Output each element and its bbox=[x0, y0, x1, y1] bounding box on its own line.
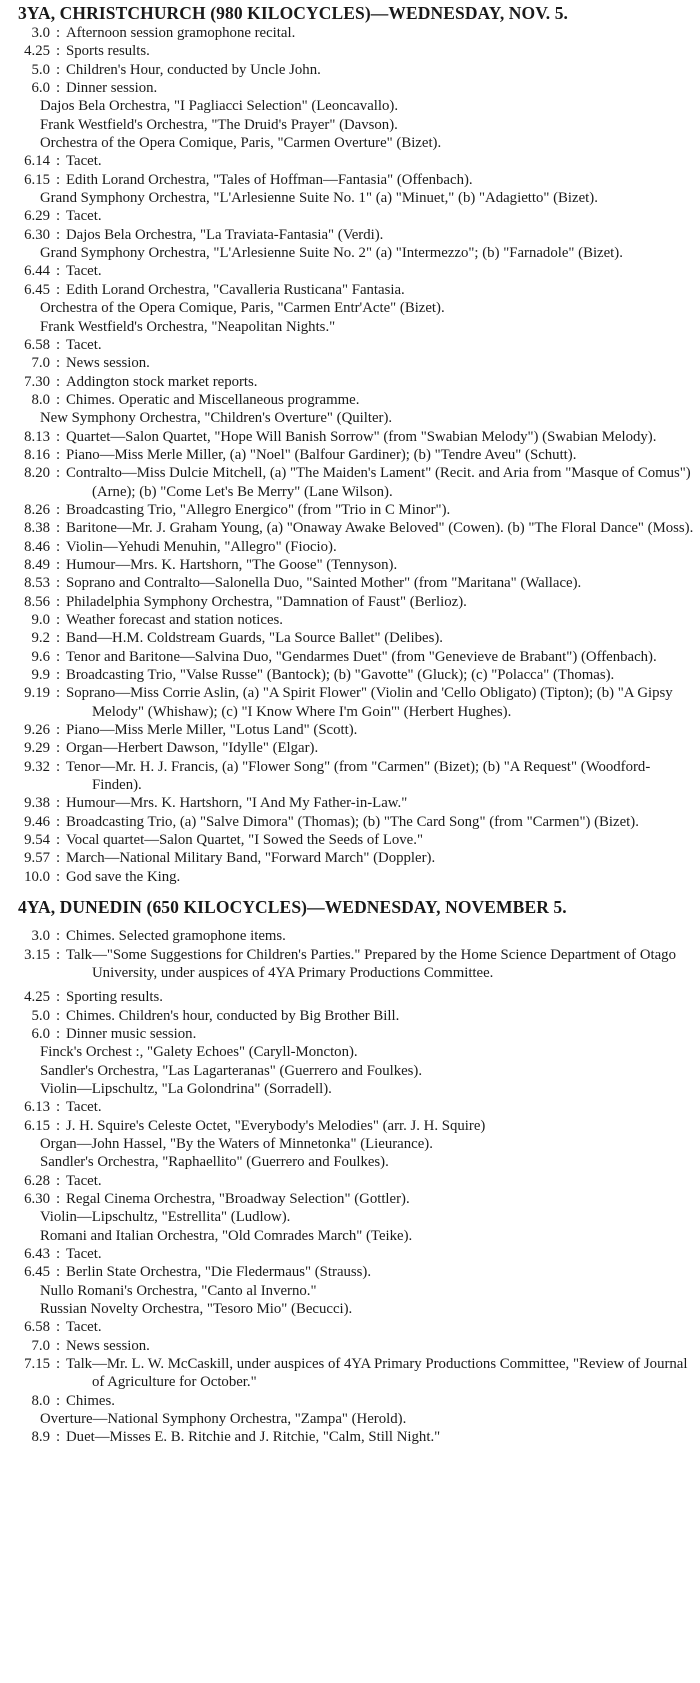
time-separator: : bbox=[55, 446, 61, 463]
entry-body bbox=[66, 354, 698, 372]
time-separator: : bbox=[55, 61, 61, 78]
entry-line: Tenor and Baritone—Salvina Duo, "Gendarmes Duet" (from "Genevieve de Brabant") (Offenbach). bbox=[66, 648, 657, 665]
time-separator: : bbox=[55, 685, 61, 702]
entry-time: 6.30 bbox=[24, 226, 50, 243]
entry-body bbox=[66, 556, 698, 574]
entry-line: Piano—Miss Merle Miller, (a) "Noel" (Balfour Gardiner); (b) "Tendre Aveu" (Schutt). bbox=[66, 446, 577, 463]
station-section bbox=[4, 2, 698, 886]
entry-body bbox=[66, 519, 698, 537]
entry-body bbox=[66, 593, 698, 611]
entry-time: 4.25 bbox=[24, 43, 50, 60]
entry-line: Afternoon session gramophone recital. bbox=[66, 25, 296, 41]
entry-time: 9.38 bbox=[24, 795, 50, 812]
time-separator: : bbox=[55, 648, 61, 665]
program-entry bbox=[4, 684, 698, 721]
entry-time: 8.46 bbox=[24, 538, 50, 555]
entry-time: 6.0 bbox=[31, 1025, 50, 1042]
entry-time: 9.32 bbox=[24, 758, 50, 775]
program-entry bbox=[4, 574, 698, 592]
entry-line: Band—H.M. Coldstream Guards, "La Source Ballet" (Delibes). bbox=[66, 630, 443, 647]
entry-body bbox=[66, 152, 698, 170]
entry-line: Romani and Italian Orchestra, "Old Comrades March" (Teike). bbox=[40, 1227, 413, 1244]
entry-line: Edith Lorand Orchestra, "Cavalleria Rusticana" Fantasia. bbox=[66, 281, 405, 298]
entry-line: Frank Westfield's Orchestra, "Neapolitan Nights." bbox=[40, 318, 336, 335]
entry-line: Humour—Mrs. K. Hartshorn, "The Goose" (Tennyson). bbox=[66, 556, 398, 573]
entry-line: Broadcasting Trio, "Valse Russe" (Bantock); (b) "Gavotte" (Gluck); (c) "Polacca" (Thomas). bbox=[66, 667, 615, 684]
program-entry bbox=[4, 849, 698, 867]
entry-line: Broadcasting Trio, "Allegro Energico" (from "Trio in C Minor"). bbox=[66, 501, 451, 518]
time-separator: : bbox=[55, 575, 61, 592]
time-separator: : bbox=[55, 25, 61, 41]
program-entry bbox=[4, 1098, 698, 1116]
entry-body bbox=[40, 171, 698, 208]
program-entry bbox=[4, 1025, 698, 1098]
entry-line: Dinner session. bbox=[66, 80, 158, 97]
station-section bbox=[4, 896, 698, 1447]
time-separator: : bbox=[55, 1337, 61, 1354]
entry-line: Sandler's Orchestra, "Las Lagarteranas" (Guerrero and Foulkes). bbox=[40, 1062, 423, 1079]
entry-body bbox=[66, 648, 698, 666]
entry-line: Soprano—Miss Corrie Aslin, (a) "A Spirit Flower" (Violin and 'Cello Obligato) (Tipton); (b) "A Gipsy Melody" (Whishaw); (c) "I Know Where I'm Goin'" (Herbert Hughes). bbox=[66, 685, 673, 720]
entry-line: Tacet. bbox=[66, 1172, 102, 1189]
entry-time: 6.58 bbox=[24, 336, 50, 353]
entry-line: Tenor—Mr. H. J. Francis, (a) "Flower Song" (from "Carmen" (Bizet); (b) "A Request" (Woodford-Finden). bbox=[66, 758, 651, 794]
entry-time: 7.0 bbox=[31, 355, 50, 372]
entry-line: God save the King. bbox=[66, 868, 181, 885]
entry-time: 9.29 bbox=[24, 740, 50, 757]
entry-line: Chimes. Children's hour, conducted by Big Brother Bill. bbox=[66, 1007, 400, 1024]
entry-body bbox=[66, 1318, 698, 1336]
entry-time: 9.19 bbox=[24, 685, 50, 702]
program-entry bbox=[4, 927, 698, 945]
entry-line: Quartet—Salon Quartet, "Hope Will Banish Sorrow" (from "Swabian Melody") (Swabian Melody). bbox=[66, 428, 657, 445]
entry-body bbox=[66, 927, 698, 945]
entry-body bbox=[66, 988, 698, 1006]
time-separator: : bbox=[55, 1429, 61, 1446]
program-entry bbox=[4, 1190, 698, 1245]
program-entry bbox=[4, 1337, 698, 1355]
entry-line: Philadelphia Symphony Orchestra, "Damnation of Faust" (Berlioz). bbox=[66, 593, 467, 610]
entry-line: Grand Symphony Orchestra, "L'Arlesienne Suite No. 2" (a) "Intermezzo"; (b) "Farnadole" (Bizet). bbox=[40, 245, 623, 262]
entry-time: 6.28 bbox=[24, 1172, 50, 1189]
entry-line: Soprano and Contralto—Salonella Duo, "Sainted Mother" (from "Maritana" (Wallace). bbox=[66, 575, 582, 592]
entry-time: 9.26 bbox=[24, 722, 50, 739]
program-entry bbox=[4, 1263, 698, 1318]
program-entry bbox=[4, 61, 698, 79]
entry-time: 6.14 bbox=[24, 153, 50, 170]
entry-time: 3.15 bbox=[24, 946, 50, 963]
entry-line: Sandler's Orchestra, "Raphaellito" (Guerrero and Foulkes). bbox=[40, 1154, 389, 1171]
program-entry bbox=[4, 593, 698, 611]
entry-time: 8.26 bbox=[24, 501, 50, 518]
time-separator: : bbox=[55, 465, 61, 482]
program-entry bbox=[4, 1392, 698, 1429]
entry-body bbox=[66, 336, 698, 354]
entry-time: 8.0 bbox=[31, 391, 50, 408]
entry-body bbox=[40, 226, 698, 263]
program-entry bbox=[4, 171, 698, 208]
time-separator: : bbox=[55, 520, 61, 537]
entry-body bbox=[66, 42, 698, 60]
program-entry bbox=[4, 79, 698, 152]
entry-time: 6.45 bbox=[24, 281, 50, 298]
time-separator: : bbox=[55, 1025, 61, 1042]
entry-line: Violin—Yehudi Menuhin, "Allegro" (Fiocio). bbox=[66, 538, 337, 555]
entry-line: Chimes. Selected gramophone items. bbox=[66, 928, 286, 945]
time-separator: : bbox=[55, 868, 61, 885]
time-separator: : bbox=[55, 740, 61, 757]
time-separator: : bbox=[55, 556, 61, 573]
time-separator: : bbox=[55, 593, 61, 610]
time-separator: : bbox=[55, 355, 61, 372]
entry-line: Chimes. bbox=[66, 1392, 115, 1409]
time-separator: : bbox=[55, 722, 61, 739]
entry-body bbox=[66, 1007, 698, 1025]
entry-body bbox=[66, 868, 698, 886]
entry-time: 6.30 bbox=[24, 1190, 50, 1207]
entry-body bbox=[66, 1355, 698, 1392]
entry-body bbox=[66, 61, 698, 79]
entry-line: News session. bbox=[66, 355, 150, 372]
entry-line: Orchestra of the Opera Comique, Paris, "Carmen Entr'Acte" (Bizet). bbox=[40, 300, 445, 317]
program-entry bbox=[4, 666, 698, 684]
time-separator: : bbox=[55, 171, 61, 188]
program-entry bbox=[4, 446, 698, 464]
entry-body bbox=[66, 428, 698, 446]
program-entry bbox=[4, 519, 698, 537]
entry-time: 3.0 bbox=[31, 928, 50, 945]
program-entry bbox=[4, 629, 698, 647]
entry-line: Finck's Orchest :, "Galety Echoes" (Caryll-Moncton). bbox=[40, 1044, 358, 1061]
entry-body bbox=[66, 721, 698, 739]
entry-line: Tacet. bbox=[66, 336, 102, 353]
program-entry bbox=[4, 24, 698, 42]
time-separator: : bbox=[55, 1319, 61, 1336]
entry-time: 9.46 bbox=[24, 813, 50, 830]
program-entry bbox=[4, 226, 698, 263]
program-entry bbox=[4, 464, 698, 501]
entry-line: Talk—Mr. L. W. McCaskill, under auspices of 4YA Primary Productions Committee, "Review of Journal of Agriculture for October." bbox=[66, 1356, 688, 1391]
entry-time: 6.0 bbox=[31, 80, 50, 97]
entry-body bbox=[66, 574, 698, 592]
entry-body bbox=[66, 501, 698, 519]
entry-line: Addington stock market reports. bbox=[66, 373, 258, 390]
entry-line: Violin—Lipschultz, "Estrellita" (Ludlow). bbox=[40, 1209, 291, 1226]
entry-time: 8.49 bbox=[24, 556, 50, 573]
time-separator: : bbox=[55, 501, 61, 518]
program-entry bbox=[4, 1318, 698, 1336]
entry-line: Tacet. bbox=[66, 153, 102, 170]
time-separator: : bbox=[55, 946, 61, 963]
entry-body bbox=[66, 207, 698, 225]
time-separator: : bbox=[55, 428, 61, 445]
entry-time: 6.58 bbox=[24, 1319, 50, 1336]
entry-time: 6.15 bbox=[24, 171, 50, 188]
time-separator: : bbox=[55, 989, 61, 1006]
entry-time: 8.9 bbox=[31, 1429, 50, 1446]
entry-time: 6.43 bbox=[24, 1246, 50, 1262]
entry-body bbox=[66, 666, 698, 684]
time-separator: : bbox=[55, 928, 61, 945]
entry-body bbox=[66, 538, 698, 556]
time-separator: : bbox=[55, 1172, 61, 1189]
program-entry bbox=[4, 758, 698, 795]
program-listings bbox=[4, 2, 698, 1447]
time-separator: : bbox=[55, 1264, 61, 1281]
entry-body bbox=[66, 758, 698, 795]
entry-line: Regal Cinema Orchestra, "Broadway Selection" (Gottler). bbox=[66, 1190, 410, 1207]
entry-body bbox=[66, 849, 698, 867]
entry-time: 8.56 bbox=[24, 593, 50, 610]
program-entry bbox=[4, 946, 698, 983]
time-separator: : bbox=[55, 336, 61, 353]
entry-time: 9.6 bbox=[31, 648, 50, 665]
time-separator: : bbox=[55, 80, 61, 97]
entry-time: 9.54 bbox=[24, 832, 50, 849]
entry-body bbox=[66, 1172, 698, 1190]
program-entry bbox=[4, 354, 698, 372]
entry-line: Tacet. bbox=[66, 1099, 102, 1116]
program-entry bbox=[4, 648, 698, 666]
entry-time: 6.15 bbox=[24, 1117, 50, 1134]
entry-body bbox=[66, 684, 698, 721]
entry-line: Dinner music session. bbox=[66, 1025, 197, 1042]
time-separator: : bbox=[55, 795, 61, 812]
time-separator: : bbox=[55, 758, 61, 775]
entry-line: Organ—Herbert Dawson, "Idylle" (Elgar). bbox=[66, 740, 319, 757]
entry-line: Contralto—Miss Dulcie Mitchell, (a) "The Maiden's Lament" (Recit. and Aria from "Masque of Comus") (Arne); (b) "Come Let's Be Merry" (Lane Wilson). bbox=[66, 465, 691, 500]
time-separator: : bbox=[55, 373, 61, 390]
program-entry bbox=[4, 831, 698, 849]
entry-line: Broadcasting Trio, (a) "Salve Dimora" (Thomas); (b) "The Card Song" (from "Carmen") (Bizet). bbox=[66, 813, 639, 830]
entry-line: Tacet. bbox=[66, 1319, 102, 1336]
entry-line: Dajos Bela Orchestra, "La Traviata-Fantasia" (Verdi). bbox=[66, 226, 384, 243]
entry-time: 4.25 bbox=[24, 989, 50, 1006]
entry-body bbox=[66, 446, 698, 464]
program-entry bbox=[4, 501, 698, 519]
time-separator: : bbox=[55, 850, 61, 867]
program-entry bbox=[4, 1172, 698, 1190]
time-separator: : bbox=[55, 1099, 61, 1116]
entry-line: Frank Westfield's Orchestra, "The Druid's Prayer" (Davson). bbox=[40, 116, 398, 133]
time-separator: : bbox=[55, 1007, 61, 1024]
entry-body bbox=[66, 629, 698, 647]
program-entry bbox=[4, 391, 698, 428]
program-entry bbox=[4, 813, 698, 831]
program-entry bbox=[4, 739, 698, 757]
entry-time: 8.0 bbox=[31, 1392, 50, 1409]
entry-line: Edith Lorand Orchestra, "Tales of Hoffman—Fantasia" (Offenbach). bbox=[66, 171, 473, 188]
entry-time: 7.30 bbox=[24, 373, 50, 390]
entry-body bbox=[66, 1098, 698, 1116]
entry-line: Sporting results. bbox=[66, 989, 164, 1006]
entry-line: Tacet. bbox=[66, 208, 102, 225]
time-separator: : bbox=[55, 281, 61, 298]
program-entry bbox=[4, 42, 698, 60]
entry-time: 8.38 bbox=[24, 520, 50, 537]
entry-body bbox=[66, 831, 698, 849]
time-separator: : bbox=[55, 667, 61, 684]
entry-time: 5.0 bbox=[31, 1007, 50, 1024]
entry-line: Talk—"Some Suggestions for Children's Parties." Prepared by the Home Science Department of Otago University, under auspices of 4YA Primary Productions Committee. bbox=[66, 946, 676, 981]
time-separator: : bbox=[55, 1356, 61, 1373]
entry-line: Berlin State Orchestra, "Die Fledermaus" (Strauss). bbox=[66, 1264, 372, 1281]
entry-line: Duet—Misses E. B. Ritchie and J. Ritchie, "Calm, Still Night." bbox=[66, 1429, 441, 1446]
entry-time: 8.53 bbox=[24, 575, 50, 592]
entry-line: Orchestra of the Opera Comique, Paris, "Carmen Overture" (Bizet). bbox=[40, 135, 442, 152]
program-entry bbox=[4, 281, 698, 336]
program-entry bbox=[4, 611, 698, 629]
program-entry bbox=[4, 988, 698, 1006]
time-separator: : bbox=[55, 1246, 61, 1262]
program-entry bbox=[4, 428, 698, 446]
program-entry bbox=[4, 721, 698, 739]
entry-line: Chimes. Operatic and Miscellaneous programme. bbox=[66, 391, 360, 408]
station-heading: 3YA, CHRISTCHURCH (980 KILOCYCLES)—WEDNESDAY, NOV. 5. bbox=[18, 3, 569, 23]
entry-time: 9.57 bbox=[24, 850, 50, 867]
entry-body bbox=[66, 24, 698, 42]
entry-line: Weather forecast and station notices. bbox=[66, 612, 283, 628]
program-entry bbox=[4, 1245, 698, 1263]
entry-body bbox=[66, 373, 698, 391]
time-separator: : bbox=[55, 813, 61, 830]
time-separator: : bbox=[55, 1117, 61, 1134]
entry-time: 9.0 bbox=[31, 612, 50, 628]
entry-line: Grand Symphony Orchestra, "L'Arlesienne Suite No. 1" (a) "Minuet," (b) "Adagietto" (Bizet). bbox=[40, 190, 598, 207]
entry-body bbox=[66, 813, 698, 831]
program-entry bbox=[4, 1117, 698, 1172]
entry-body bbox=[40, 1190, 698, 1245]
entry-time: 6.45 bbox=[24, 1264, 50, 1281]
time-separator: : bbox=[55, 1190, 61, 1207]
station-heading: 4YA, DUNEDIN (650 KILOCYCLES)—WEDNESDAY, NOVEMBER 5. bbox=[18, 897, 567, 918]
program-entry bbox=[4, 152, 698, 170]
time-separator: : bbox=[55, 153, 61, 170]
entry-body bbox=[66, 794, 698, 812]
time-separator: : bbox=[55, 630, 61, 647]
program-entry bbox=[4, 556, 698, 574]
entry-line: Organ—John Hassel, "By the Waters of Minnetonka" (Lieurance). bbox=[40, 1135, 433, 1152]
program-entry bbox=[4, 262, 698, 280]
entry-body bbox=[66, 739, 698, 757]
time-separator: : bbox=[55, 1392, 61, 1409]
time-separator: : bbox=[55, 263, 61, 280]
entry-line: Humour—Mrs. K. Hartshorn, "I And My Father-in-Law." bbox=[66, 795, 408, 812]
entry-body bbox=[40, 1263, 698, 1318]
entry-time: 7.0 bbox=[31, 1337, 50, 1354]
entry-line: J. H. Squire's Celeste Octet, "Everybody's Melodies" (arr. J. H. Squire) bbox=[66, 1117, 486, 1134]
entry-time: 7.15 bbox=[24, 1356, 50, 1373]
entry-line: New Symphony Orchestra, "Children's Overture" (Quilter). bbox=[40, 410, 393, 427]
program-entry bbox=[4, 1007, 698, 1025]
entry-line: Overture—National Symphony Orchestra, "Zampa" (Herold). bbox=[40, 1411, 407, 1428]
time-separator: : bbox=[55, 43, 61, 60]
entry-time: 6.13 bbox=[24, 1099, 50, 1116]
program-entry bbox=[4, 373, 698, 391]
program-entry bbox=[4, 538, 698, 556]
entry-body bbox=[66, 262, 698, 280]
entry-line: Tacet. bbox=[66, 1246, 102, 1262]
entry-body bbox=[66, 1245, 698, 1263]
entry-time: 6.29 bbox=[24, 208, 50, 225]
entry-body bbox=[40, 1117, 698, 1172]
entry-body bbox=[66, 1428, 698, 1446]
program-entry bbox=[4, 1428, 698, 1446]
entry-line: Children's Hour, conducted by Uncle John. bbox=[66, 61, 321, 78]
program-entry bbox=[4, 336, 698, 354]
program-entry bbox=[4, 207, 698, 225]
entry-time: 8.20 bbox=[24, 465, 50, 482]
entry-line: Piano—Miss Merle Miller, "Lotus Land" (Scott). bbox=[66, 722, 358, 739]
entry-body bbox=[66, 464, 698, 501]
entry-line: Sports results. bbox=[66, 43, 150, 60]
entry-line: March—National Military Band, "Forward March" (Doppler). bbox=[66, 850, 436, 867]
entry-body bbox=[66, 611, 698, 629]
entry-time: 9.9 bbox=[31, 667, 50, 684]
entry-line: Tacet. bbox=[66, 263, 102, 280]
entry-time: 9.2 bbox=[31, 630, 50, 647]
entry-line: Russian Novelty Orchestra, "Tesoro Mio" (Becucci). bbox=[40, 1301, 353, 1318]
entry-body bbox=[66, 1337, 698, 1355]
program-entry bbox=[4, 868, 698, 886]
time-separator: : bbox=[55, 391, 61, 408]
time-separator: : bbox=[55, 208, 61, 225]
program-entry bbox=[4, 1355, 698, 1392]
entry-body bbox=[66, 946, 698, 983]
entry-line: Dajos Bela Orchestra, "I Pagliacci Selection" (Leoncavallo). bbox=[40, 98, 399, 115]
time-separator: : bbox=[55, 832, 61, 849]
time-separator: : bbox=[55, 538, 61, 555]
entry-time: 6.44 bbox=[24, 263, 50, 280]
entry-time: 8.16 bbox=[24, 446, 50, 463]
time-separator: : bbox=[55, 226, 61, 243]
program-entry bbox=[4, 794, 698, 812]
entry-time: 5.0 bbox=[31, 61, 50, 78]
time-separator: : bbox=[55, 612, 61, 628]
entry-time: 8.13 bbox=[24, 428, 50, 445]
entry-time: 3.0 bbox=[31, 25, 50, 41]
entry-line: News session. bbox=[66, 1337, 150, 1354]
entry-line: Violin—Lipschultz, "La Golondrina" (Sorradell). bbox=[40, 1080, 332, 1097]
entry-line: Vocal quartet—Salon Quartet, "I Sowed the Seeds of Love." bbox=[66, 832, 423, 849]
entry-line: Nullo Romani's Orchestra, "Canto al Inverno." bbox=[40, 1282, 317, 1299]
entry-line: Baritone—Mr. J. Graham Young, (a) "Onaway Awake Beloved" (Cowen). (b) "The Floral Dance" (Moss). bbox=[66, 520, 694, 537]
entry-time: 10.0 bbox=[24, 868, 50, 885]
entry-body bbox=[40, 281, 698, 336]
